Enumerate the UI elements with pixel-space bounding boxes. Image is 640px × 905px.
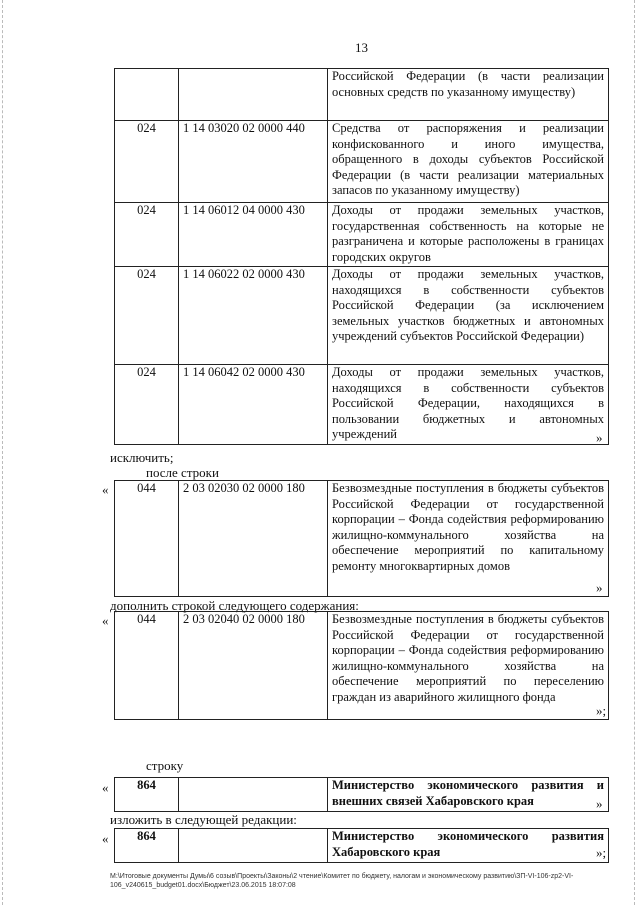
code-cell bbox=[115, 69, 179, 121]
table-row-044-excluded bbox=[114, 480, 609, 597]
table-row bbox=[115, 481, 609, 597]
closing-quote: » bbox=[596, 430, 603, 445]
table-row-864-new bbox=[114, 828, 609, 863]
opening-quote: « bbox=[102, 613, 109, 628]
name-cell: Безвозмездные поступления в бюджеты субъектов Российской Федерации от государственной корпорации – Фонда содействия реформированию жилищно-коммунального хозяйства на обеспечение мероприятий по капитальному ремонту многоквартирных домов bbox=[328, 481, 609, 597]
table-row bbox=[115, 778, 609, 812]
file-path-footer: M:\Итоговые документы Думы\6 созыв\Проекты\Законы\2 чтение\Комитет по бюджету, налогам и экономическому развитию\ЗП-VI-106-zp2-VI-106_v240615_budget01.docx\Бюджет\23.06.2015 18:07:08 bbox=[110, 873, 574, 889]
name-cell: Министерство экономического развития Хабаровского края bbox=[328, 829, 609, 863]
code-cell: 024 bbox=[115, 121, 179, 203]
name-cell: Российской Федерации (в части реализации основных средств по указанному имуществу) bbox=[328, 69, 609, 121]
name-cell: Средства от распоряжения и реализации конфискованного и иного имущества, обращенного в доходы субъектов Российской Федерации (в части реализации материальных запасов по указанному имуществу) bbox=[328, 121, 609, 203]
code-cell: 864 bbox=[115, 829, 179, 863]
kbk-cell: 1 14 06012 04 0000 430 bbox=[179, 203, 328, 267]
kbk-cell: 1 14 03020 02 0000 440 bbox=[179, 121, 328, 203]
table-row bbox=[115, 365, 609, 445]
name-cell: Доходы от продажи земельных участков, находящихся в собственности субъектов Российской Федерации, находящихся в пользовании бюджетных и автономных учреждений bbox=[328, 365, 609, 445]
table-row bbox=[115, 69, 609, 121]
table-row bbox=[115, 267, 609, 365]
table-row bbox=[115, 612, 609, 720]
kbk-cell: 1 14 06042 02 0000 430 bbox=[179, 365, 328, 445]
kbk-cell bbox=[179, 829, 328, 863]
name-cell: Доходы от продажи земельных участков, государственная собственность на которые не разграничена и которые расположены в границах городских округов bbox=[328, 203, 609, 267]
table-row-044-added bbox=[114, 611, 609, 720]
code-cell: 044 bbox=[115, 481, 179, 597]
code-cell: 024 bbox=[115, 365, 179, 445]
page-number: 13 bbox=[355, 40, 368, 55]
instruction-row: строку bbox=[146, 758, 184, 773]
code-cell: 044 bbox=[115, 612, 179, 720]
table-row bbox=[115, 829, 609, 863]
table-row bbox=[115, 121, 609, 203]
closing-quote: » bbox=[596, 796, 603, 811]
kbk-cell bbox=[179, 778, 328, 812]
page-right-edge bbox=[634, 0, 639, 905]
kbk-cell bbox=[179, 69, 328, 121]
kbk-cell: 1 14 06022 02 0000 430 bbox=[179, 267, 328, 365]
closing-quote: »; bbox=[596, 845, 607, 860]
instruction-add-row: дополнить строкой следующего содержания: bbox=[110, 598, 359, 613]
code-cell: 024 bbox=[115, 203, 179, 267]
table-row bbox=[115, 203, 609, 267]
table-revenues-024 bbox=[114, 68, 609, 445]
closing-quote: » bbox=[596, 580, 603, 595]
instruction-exclude: исключить; bbox=[110, 450, 174, 465]
kbk-cell: 2 03 02040 02 0000 180 bbox=[179, 612, 328, 720]
table-row-864-old bbox=[114, 777, 609, 812]
kbk-cell: 2 03 02030 02 0000 180 bbox=[179, 481, 328, 597]
opening-quote: « bbox=[102, 780, 109, 795]
name-cell: Безвозмездные поступления в бюджеты субъектов Российской Федерации от государственной корпорации – Фонда содействия реформированию жилищно-коммунального хозяйства на обеспечение мероприятий по переселению граждан из аварийного жилищного фонда bbox=[328, 612, 609, 720]
instruction-new-edition: изложить в следующей редакции: bbox=[110, 812, 297, 827]
closing-quote: »; bbox=[596, 703, 607, 718]
instruction-after-row: после строки bbox=[146, 465, 219, 480]
page-left-edge bbox=[2, 0, 7, 905]
name-cell: Министерство экономического развития и внешних связей Хабаровского края bbox=[328, 778, 609, 812]
opening-quote: « bbox=[102, 482, 109, 497]
code-cell: 864 bbox=[115, 778, 179, 812]
code-cell: 024 bbox=[115, 267, 179, 365]
name-cell: Доходы от продажи земельных участков, находящихся в собственности субъектов Российской Федерации (за исключением земельных участков бюджетных и автономных учреждений субъектов Российской Федерации) bbox=[328, 267, 609, 365]
opening-quote: « bbox=[102, 831, 109, 846]
